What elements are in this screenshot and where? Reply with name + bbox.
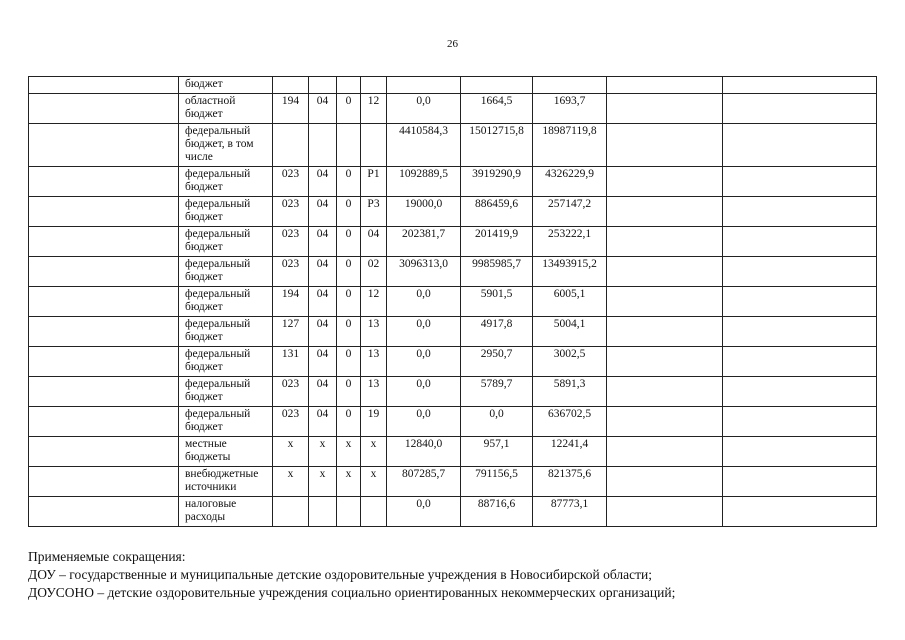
- code-cell-admin: х: [273, 467, 309, 497]
- code-cell-subprogram: 13: [361, 347, 387, 377]
- code-cell-program: 0: [337, 377, 361, 407]
- source-label-cell: федеральный бюджет: [179, 227, 273, 257]
- code-cell-section: х: [309, 467, 337, 497]
- table-body: [29, 77, 877, 527]
- code-cell-section: 04: [309, 347, 337, 377]
- empty-cell-left: [29, 77, 179, 94]
- code-cell-admin: 023: [273, 197, 309, 227]
- code-cell-admin: 023: [273, 377, 309, 407]
- code-cell-subprogram: P3: [361, 197, 387, 227]
- value-cell-year3: 821375,6: [533, 467, 607, 497]
- source-label-cell: федеральный бюджет: [179, 407, 273, 437]
- source-label-cell: федеральный бюджет: [179, 377, 273, 407]
- code-cell-section: [309, 497, 337, 527]
- code-cell-program: 0: [337, 257, 361, 287]
- code-cell-admin: [273, 77, 309, 94]
- value-cell-year3: 257147,2: [533, 197, 607, 227]
- empty-cell-right-1: [607, 257, 723, 287]
- empty-cell-left: [29, 257, 179, 287]
- empty-cell-left: [29, 437, 179, 467]
- value-cell-year3: 12241,4: [533, 437, 607, 467]
- table-row: [29, 467, 877, 497]
- code-cell-section: [309, 124, 337, 167]
- empty-cell-right-2: [723, 497, 877, 527]
- code-cell-admin: 127: [273, 317, 309, 347]
- value-cell-year3: 18987119,8: [533, 124, 607, 167]
- code-cell-admin: [273, 497, 309, 527]
- table-row: [29, 94, 877, 124]
- value-cell-year3: 5891,3: [533, 377, 607, 407]
- table-row: [29, 167, 877, 197]
- value-cell-year1: 12840,0: [387, 437, 461, 467]
- source-label-cell: федеральный бюджет: [179, 347, 273, 377]
- source-label-cell: областной бюджет: [179, 94, 273, 124]
- source-label-cell: федеральный бюджет: [179, 167, 273, 197]
- code-cell-subprogram: 04: [361, 227, 387, 257]
- table-row: [29, 227, 877, 257]
- table-row: [29, 407, 877, 437]
- empty-cell-right-1: [607, 377, 723, 407]
- value-cell-year1: 807285,7: [387, 467, 461, 497]
- value-cell-year1: 3096313,0: [387, 257, 461, 287]
- code-cell-section: 04: [309, 227, 337, 257]
- value-cell-year1: 202381,7: [387, 227, 461, 257]
- code-cell-admin: 023: [273, 227, 309, 257]
- empty-cell-left: [29, 407, 179, 437]
- empty-cell-left: [29, 124, 179, 167]
- empty-cell-left: [29, 287, 179, 317]
- empty-cell-left: [29, 347, 179, 377]
- value-cell-year2: 5789,7: [461, 377, 533, 407]
- code-cell-subprogram: P1: [361, 167, 387, 197]
- source-label-cell: внебюджетные источники: [179, 467, 273, 497]
- value-cell-year2: 957,1: [461, 437, 533, 467]
- table-row: [29, 377, 877, 407]
- code-cell-section: 04: [309, 287, 337, 317]
- table-row: [29, 347, 877, 377]
- empty-cell-right-2: [723, 77, 877, 94]
- empty-cell-right-2: [723, 317, 877, 347]
- value-cell-year1: 0,0: [387, 407, 461, 437]
- value-cell-year2: 2950,7: [461, 347, 533, 377]
- value-cell-year2: 15012715,8: [461, 124, 533, 167]
- empty-cell-right-2: [723, 197, 877, 227]
- code-cell-program: х: [337, 437, 361, 467]
- code-cell-subprogram: х: [361, 467, 387, 497]
- code-cell-program: [337, 77, 361, 94]
- value-cell-year3: 13493915,2: [533, 257, 607, 287]
- code-cell-program: 0: [337, 287, 361, 317]
- source-label-cell: федеральный бюджет: [179, 317, 273, 347]
- code-cell-section: 04: [309, 317, 337, 347]
- table-row: [29, 497, 877, 527]
- source-label-cell: федеральный бюджет: [179, 257, 273, 287]
- code-cell-section: 04: [309, 407, 337, 437]
- value-cell-year1: 0,0: [387, 317, 461, 347]
- source-label-cell: налоговые расходы: [179, 497, 273, 527]
- notes-line-dou: ДОУ – государственные и муниципальные детские оздоровительные учреждения в Новосибирской области;: [28, 567, 652, 582]
- code-cell-subprogram: [361, 497, 387, 527]
- code-cell-program: [337, 124, 361, 167]
- value-cell-year2: 0,0: [461, 407, 533, 437]
- code-cell-program: 0: [337, 227, 361, 257]
- value-cell-year2: 201419,9: [461, 227, 533, 257]
- code-cell-subprogram: 02: [361, 257, 387, 287]
- code-cell-section: 04: [309, 167, 337, 197]
- empty-cell-right-1: [607, 227, 723, 257]
- empty-cell-left: [29, 197, 179, 227]
- value-cell-year3: [533, 77, 607, 94]
- code-cell-section: х: [309, 437, 337, 467]
- empty-cell-right-1: [607, 287, 723, 317]
- code-cell-subprogram: 19: [361, 407, 387, 437]
- value-cell-year1: 0,0: [387, 497, 461, 527]
- value-cell-year2: 791156,5: [461, 467, 533, 497]
- value-cell-year3: 1693,7: [533, 94, 607, 124]
- value-cell-year3: 636702,5: [533, 407, 607, 437]
- empty-cell-right-1: [607, 317, 723, 347]
- empty-cell-left: [29, 94, 179, 124]
- source-label-cell: бюджет: [179, 77, 273, 94]
- source-label-cell: местные бюджеты: [179, 437, 273, 467]
- value-cell-year2: 9985985,7: [461, 257, 533, 287]
- value-cell-year1: 0,0: [387, 287, 461, 317]
- value-cell-year3: 5004,1: [533, 317, 607, 347]
- code-cell-section: 04: [309, 197, 337, 227]
- source-label-cell: федеральный бюджет: [179, 287, 273, 317]
- code-cell-section: 04: [309, 377, 337, 407]
- table-row: [29, 197, 877, 227]
- empty-cell-right-1: [607, 437, 723, 467]
- code-cell-subprogram: 13: [361, 377, 387, 407]
- empty-cell-right-2: [723, 124, 877, 167]
- empty-cell-right-2: [723, 167, 877, 197]
- empty-cell-right-1: [607, 94, 723, 124]
- value-cell-year1: 19000,0: [387, 197, 461, 227]
- empty-cell-right-2: [723, 377, 877, 407]
- table-row: [29, 317, 877, 347]
- code-cell-subprogram: 12: [361, 287, 387, 317]
- empty-cell-right-1: [607, 167, 723, 197]
- code-cell-section: 04: [309, 94, 337, 124]
- code-cell-admin: 023: [273, 257, 309, 287]
- empty-cell-left: [29, 227, 179, 257]
- empty-cell-right-2: [723, 94, 877, 124]
- code-cell-program: 0: [337, 94, 361, 124]
- value-cell-year3: 6005,1: [533, 287, 607, 317]
- empty-cell-right-2: [723, 257, 877, 287]
- page-number: 26: [447, 38, 458, 50]
- value-cell-year1: 1092889,5: [387, 167, 461, 197]
- empty-cell-right-2: [723, 407, 877, 437]
- empty-cell-right-1: [607, 77, 723, 94]
- table-row: [29, 124, 877, 167]
- code-cell-admin: 194: [273, 94, 309, 124]
- table-row: [29, 257, 877, 287]
- code-cell-admin: 023: [273, 167, 309, 197]
- empty-cell-right-1: [607, 407, 723, 437]
- value-cell-year3: 3002,5: [533, 347, 607, 377]
- empty-cell-left: [29, 317, 179, 347]
- notes-heading: Применяемые сокращения:: [28, 549, 186, 564]
- code-cell-admin: 023: [273, 407, 309, 437]
- source-label-cell: федеральный бюджет, в том числе: [179, 124, 273, 167]
- empty-cell-left: [29, 497, 179, 527]
- empty-cell-right-2: [723, 467, 877, 497]
- value-cell-year3: 4326229,9: [533, 167, 607, 197]
- code-cell-subprogram: х: [361, 437, 387, 467]
- code-cell-admin: 194: [273, 287, 309, 317]
- value-cell-year3: 87773,1: [533, 497, 607, 527]
- code-cell-admin: х: [273, 437, 309, 467]
- code-cell-subprogram: [361, 124, 387, 167]
- code-cell-admin: 131: [273, 347, 309, 377]
- value-cell-year1: 4410584,3: [387, 124, 461, 167]
- empty-cell-left: [29, 167, 179, 197]
- value-cell-year1: [387, 77, 461, 94]
- empty-cell-right-2: [723, 437, 877, 467]
- code-cell-program: х: [337, 467, 361, 497]
- table-row: [29, 437, 877, 467]
- empty-cell-right-2: [723, 287, 877, 317]
- empty-cell-right-2: [723, 227, 877, 257]
- value-cell-year2: 1664,5: [461, 94, 533, 124]
- value-cell-year2: [461, 77, 533, 94]
- empty-cell-right-1: [607, 467, 723, 497]
- code-cell-program: [337, 497, 361, 527]
- value-cell-year2: 4917,8: [461, 317, 533, 347]
- value-cell-year3: 253222,1: [533, 227, 607, 257]
- code-cell-subprogram: 13: [361, 317, 387, 347]
- code-cell-program: 0: [337, 197, 361, 227]
- code-cell-section: [309, 77, 337, 94]
- value-cell-year2: 5901,5: [461, 287, 533, 317]
- code-cell-program: 0: [337, 347, 361, 377]
- code-cell-subprogram: 12: [361, 94, 387, 124]
- empty-cell-right-1: [607, 347, 723, 377]
- code-cell-admin: [273, 124, 309, 167]
- empty-cell-left: [29, 467, 179, 497]
- table-row: [29, 287, 877, 317]
- value-cell-year2: 3919290,9: [461, 167, 533, 197]
- code-cell-subprogram: [361, 77, 387, 94]
- empty-cell-left: [29, 377, 179, 407]
- empty-cell-right-2: [723, 347, 877, 377]
- empty-cell-right-1: [607, 197, 723, 227]
- value-cell-year1: 0,0: [387, 94, 461, 124]
- code-cell-program: 0: [337, 317, 361, 347]
- table-row: [29, 77, 877, 94]
- source-label-cell: федеральный бюджет: [179, 197, 273, 227]
- value-cell-year1: 0,0: [387, 377, 461, 407]
- value-cell-year2: 886459,6: [461, 197, 533, 227]
- code-cell-program: 0: [337, 407, 361, 437]
- value-cell-year2: 88716,6: [461, 497, 533, 527]
- abbreviations-notes: [28, 548, 888, 602]
- budget-table: [28, 76, 877, 527]
- value-cell-year1: 0,0: [387, 347, 461, 377]
- code-cell-section: 04: [309, 257, 337, 287]
- notes-line-dousono: ДОУСОНО – детские оздоровительные учреждения социально ориентированных некоммерческих организаций;: [28, 585, 676, 600]
- empty-cell-right-1: [607, 124, 723, 167]
- code-cell-program: 0: [337, 167, 361, 197]
- empty-cell-right-1: [607, 497, 723, 527]
